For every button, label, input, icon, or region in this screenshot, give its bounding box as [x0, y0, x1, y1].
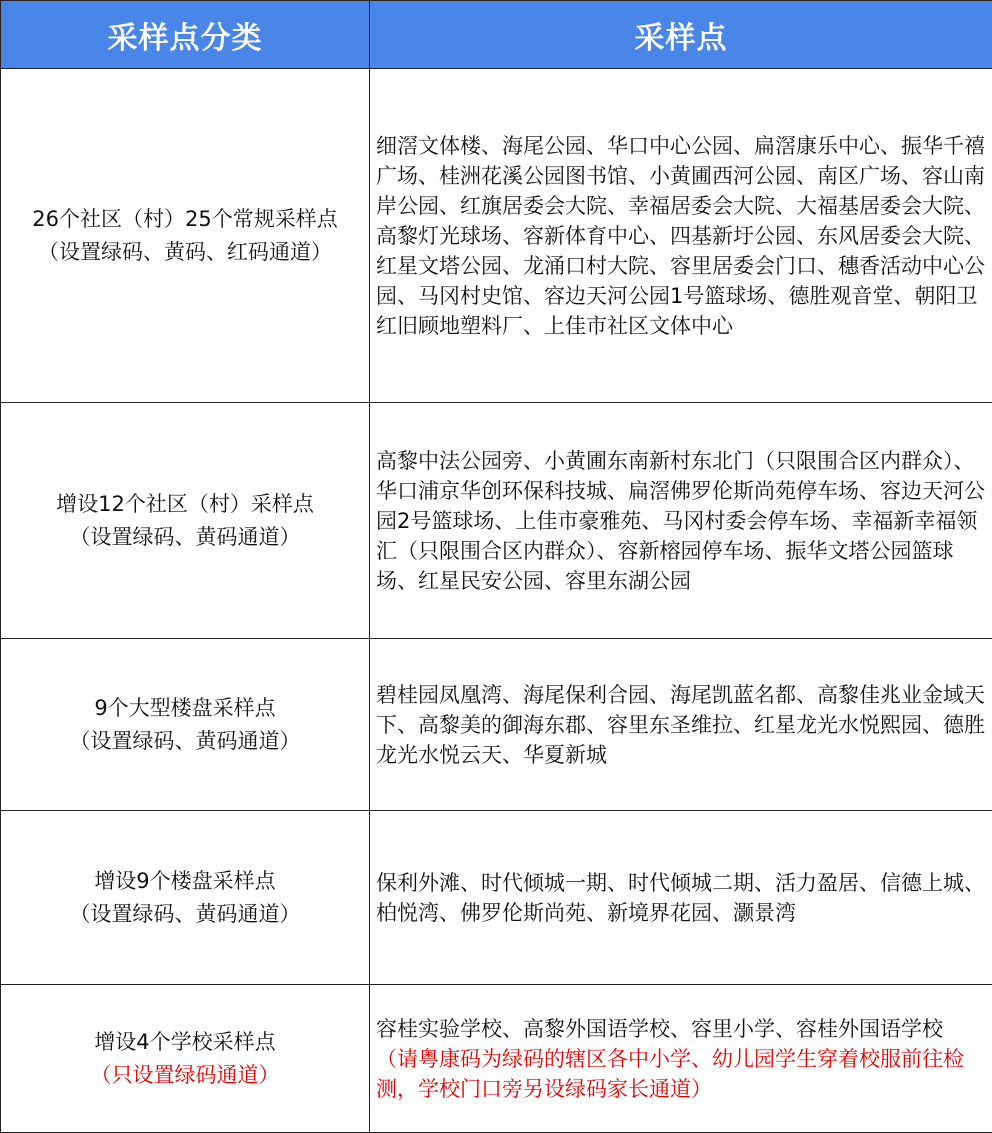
category-title: 增设12个社区（村）采样点 [7, 488, 363, 521]
table-row [1, 985, 992, 1133]
table-header-row [1, 1, 992, 69]
category-channels: （设置绿码、黄码通道） [7, 521, 363, 554]
school-notice: （请粤康码为绿码的辖区各中小学、幼儿园学生穿着校服前往检测，学校门口旁另设绿码家长通道） [376, 1044, 988, 1104]
category-cell [1, 811, 370, 985]
category-cell [1, 69, 370, 403]
points-cell [370, 985, 992, 1133]
points-cell: 细滘文体楼、海尾公园、华口中心公园、扁滘康乐中心、振华千禧广场、桂洲花溪公园图书馆、小黄圃西河公园、南区广场、容山南岸公园、红旗居委会大院、幸福居委会大院、大福基居委会大院、高黎灯光球场、容新体育中心、四基新圩公园、东风居委会大院、红星文塔公园、龙涌口村大院、容里居委会门口、穗香活动中心公园、马冈村史馆、容边天河公园1号篮球场、德胜观音堂、朝阳卫红旧顾地塑料厂、上佳市社区文体中心 [370, 69, 992, 403]
category-cell [1, 985, 370, 1133]
points-cell: 高黎中法公园旁、小黄圃东南新村东北门（只限围合区内群众）、华口浦京华创环保科技城、扁滘佛罗伦斯尚苑停车场、容边天河公园2号篮球场、上佳市豪雅苑、马冈村委会停车场、幸福新幸福领汇（只限围合区内群众）、容新榕园停车场、振华文塔公园篮球场、红星民安公园、容里东湖公园 [370, 403, 992, 639]
category-title: 26个社区（村）25个常规采样点 [7, 203, 363, 236]
category-title: 增设4个学校采样点 [7, 1026, 363, 1059]
points-cell: 保利外滩、时代倾城一期、时代倾城二期、活力盈居、信德上城、柏悦湾、佛罗伦斯尚苑、新境界花园、灏景湾 [370, 811, 992, 985]
table-row [1, 69, 992, 403]
header-points: 采样点 [370, 1, 992, 69]
category-channels: （设置绿码、黄码、红码通道） [7, 236, 363, 269]
category-cell [1, 639, 370, 811]
header-category: 采样点分类 [1, 1, 370, 69]
points-cell: 碧桂园凤凰湾、海尾保利合园、海尾凯蓝名都、高黎佳兆业金域天下、高黎美的御海东郡、容里东圣维拉、红星龙光水悦熙园、德胜龙光水悦云天、华夏新城 [370, 639, 992, 811]
table-row [1, 639, 992, 811]
category-channels: （设置绿码、黄码通道） [7, 725, 363, 758]
table-row [1, 811, 992, 985]
category-channels: （只设置绿码通道） [7, 1059, 363, 1092]
table-row [1, 403, 992, 639]
category-channels: （设置绿码、黄码通道） [7, 898, 363, 931]
category-cell [1, 403, 370, 639]
school-points-list: 容桂实验学校、高黎外国语学校、容里小学、容桂外国语学校 [376, 1017, 943, 1041]
category-title: 增设9个楼盘采样点 [7, 865, 363, 898]
category-title: 9个大型楼盘采样点 [7, 692, 363, 725]
